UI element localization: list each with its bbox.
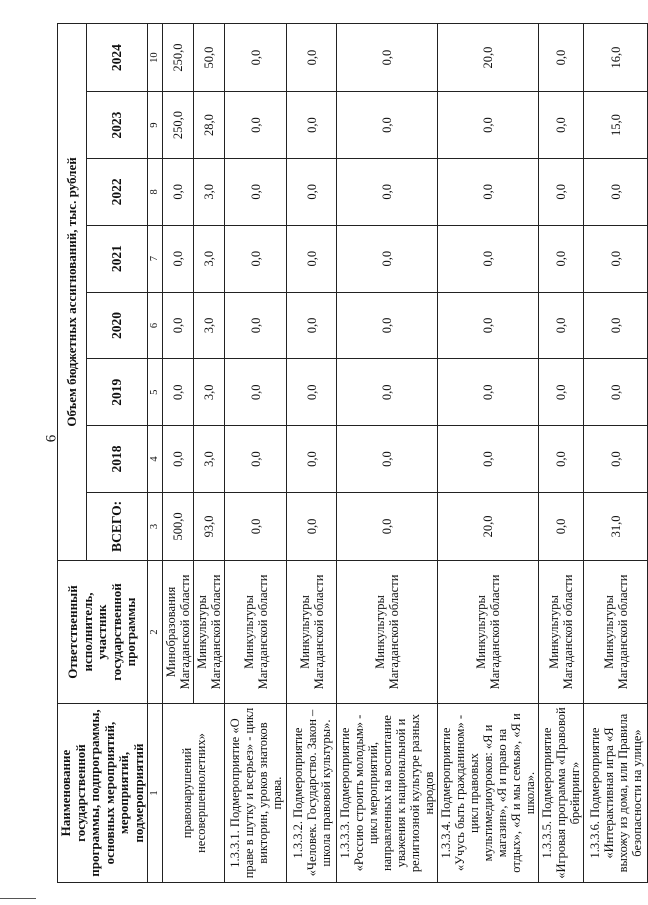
value-cell: 0,0 <box>539 225 584 292</box>
group-name-cell: правонарушений несовершеннолетних» <box>163 704 225 883</box>
executor-cell: Минкультуры Магаданской области <box>438 560 539 703</box>
value-cell: 3,0 <box>194 292 225 359</box>
value-cell: 0,0 <box>287 426 337 493</box>
value-cell: 15,0 <box>584 92 648 159</box>
value-cell: 0,0 <box>539 92 584 159</box>
value-cell: 0,0 <box>287 292 337 359</box>
value-cell: 0,0 <box>225 359 287 426</box>
value-cell: 0,0 <box>539 292 584 359</box>
value-cell: 0,0 <box>163 158 194 225</box>
header-year: 2023 <box>86 92 148 159</box>
budget-table <box>57 23 648 883</box>
column-number-row <box>148 24 163 883</box>
value-cell: 0,0 <box>539 24 584 92</box>
value-cell: 500,0 <box>163 492 194 560</box>
executor-cell: Минкультуры Магаданской области <box>337 560 438 703</box>
value-cell: 20,0 <box>438 492 539 560</box>
value-cell: 0,0 <box>539 359 584 426</box>
row-name-cell: 1.3.3.3. Подмероприятие «Россию строить молодым» - цикл мероприятий, направленных на воспитание уважения к национальной и религиозной культуре разных народов <box>337 704 438 883</box>
value-cell: 0,0 <box>438 92 539 159</box>
value-cell: 0,0 <box>438 292 539 359</box>
header-budget-group: Объем бюджетных ассигнований, тыс. рублей <box>58 24 87 561</box>
value-cell: 31,0 <box>584 492 648 560</box>
value-cell: 0,0 <box>337 158 438 225</box>
header-year: 2020 <box>86 292 148 359</box>
value-cell: 0,0 <box>163 426 194 493</box>
column-number: 6 <box>148 292 163 359</box>
value-cell: 0,0 <box>337 359 438 426</box>
column-number: 4 <box>148 426 163 493</box>
value-cell: 250,0 <box>163 24 194 92</box>
value-cell: 0,0 <box>584 359 648 426</box>
column-number: 8 <box>148 158 163 225</box>
value-cell: 0,0 <box>584 158 648 225</box>
value-cell: 0,0 <box>287 225 337 292</box>
value-cell: 0,0 <box>337 92 438 159</box>
value-cell: 250,0 <box>163 92 194 159</box>
value-cell: 0,0 <box>539 492 584 560</box>
value-cell: 0,0 <box>287 492 337 560</box>
value-cell: 20,0 <box>438 24 539 92</box>
table-row <box>287 24 337 883</box>
value-cell: 0,0 <box>163 292 194 359</box>
header-executor: Ответственный исполнитель, участник государственной программы <box>58 560 148 703</box>
column-number: 10 <box>148 24 163 92</box>
header-year: 2022 <box>86 158 148 225</box>
executor-cell: Минобразования Магаданской области <box>163 560 194 703</box>
value-cell: 50,0 <box>194 24 225 92</box>
bottom-rule <box>0 898 36 899</box>
value-cell: 0,0 <box>337 492 438 560</box>
value-cell: 0,0 <box>539 158 584 225</box>
value-cell: 0,0 <box>438 359 539 426</box>
value-cell: 0,0 <box>163 225 194 292</box>
value-cell: 0,0 <box>438 426 539 493</box>
value-cell: 3,0 <box>194 158 225 225</box>
value-cell: 28,0 <box>194 92 225 159</box>
row-name-cell: 1.3.3.4. Подмероприятие «Учусь быть гражданином» - цикл правовых мультимедиоуроков: «Я и магазин», «Я и право на отдых», «Я и мы семья», «Я и школа». <box>438 704 539 883</box>
column-number: 2 <box>148 560 163 703</box>
value-cell: 0,0 <box>438 158 539 225</box>
value-cell: 0,0 <box>163 359 194 426</box>
value-cell: 0,0 <box>337 225 438 292</box>
table-row <box>539 24 584 883</box>
value-cell: 0,0 <box>225 492 287 560</box>
executor-cell: Минкультуры Магаданской области <box>225 560 287 703</box>
header-year: 2018 <box>86 426 148 493</box>
table-row <box>438 24 539 883</box>
value-cell: 0,0 <box>287 92 337 159</box>
value-cell: 0,0 <box>584 225 648 292</box>
column-number: 7 <box>148 225 163 292</box>
table-row <box>225 24 287 883</box>
value-cell: 0,0 <box>539 426 584 493</box>
value-cell: 16,0 <box>584 24 648 92</box>
row-name-cell: 1.3.3.1. Подмероприятие «О праве в шутку и всерьез» - цикл викторин, уроков знатоков права. <box>225 704 287 883</box>
value-cell: 0,0 <box>225 292 287 359</box>
column-number: 9 <box>148 92 163 159</box>
column-number: 3 <box>148 492 163 560</box>
column-number: 1 <box>148 704 163 883</box>
value-cell: 0,0 <box>337 426 438 493</box>
table-row <box>584 24 648 883</box>
header-row-group <box>58 24 87 883</box>
column-number: 5 <box>148 359 163 426</box>
value-cell: 3,0 <box>194 225 225 292</box>
value-cell: 0,0 <box>287 24 337 92</box>
header-year: 2021 <box>86 225 148 292</box>
header-year: 2024 <box>86 24 148 92</box>
header-year: 2019 <box>86 359 148 426</box>
value-cell: 0,0 <box>337 24 438 92</box>
executor-cell: Минкультуры Магаданской области <box>287 560 337 703</box>
value-cell: 3,0 <box>194 359 225 426</box>
page-number: 6 <box>43 434 60 443</box>
row-name-cell: 1.3.3.2. Подмероприятие «Человек. Государство. Закон – школа правовой культуры». <box>287 704 337 883</box>
rotated-page <box>57 23 644 883</box>
value-cell: 0,0 <box>337 292 438 359</box>
value-cell: 3,0 <box>194 426 225 493</box>
executor-cell: Минкультуры Магаданской области <box>539 560 584 703</box>
header-total: ВСЕГО: <box>86 492 148 560</box>
value-cell: 0,0 <box>287 158 337 225</box>
value-cell: 0,0 <box>584 292 648 359</box>
value-cell: 0,0 <box>225 158 287 225</box>
value-cell: 0,0 <box>225 225 287 292</box>
value-cell: 0,0 <box>584 426 648 493</box>
value-cell: 0,0 <box>287 359 337 426</box>
value-cell: 0,0 <box>225 92 287 159</box>
table-row <box>163 24 194 883</box>
header-name: Наименование государственной программы, подпрограммы, основных мероприятий, мероприятий, подмероприятий <box>58 704 148 883</box>
row-name-cell: 1.3.3.6. Подмероприятие «Интерактивная игра «Я выхожу из дома, или Правила безопасности на улице» <box>584 704 648 883</box>
value-cell: 93,0 <box>194 492 225 560</box>
row-name-cell: 1.3.3.5. Подмероприятие «Игровая программа «Правовой брейнринг» <box>539 704 584 883</box>
value-cell: 0,0 <box>438 225 539 292</box>
value-cell: 0,0 <box>225 426 287 493</box>
executor-cell: Минкультуры Магаданской области <box>194 560 225 703</box>
value-cell: 0,0 <box>225 24 287 92</box>
executor-cell: Минкультуры Магаданской области <box>584 560 648 703</box>
table-row <box>337 24 438 883</box>
